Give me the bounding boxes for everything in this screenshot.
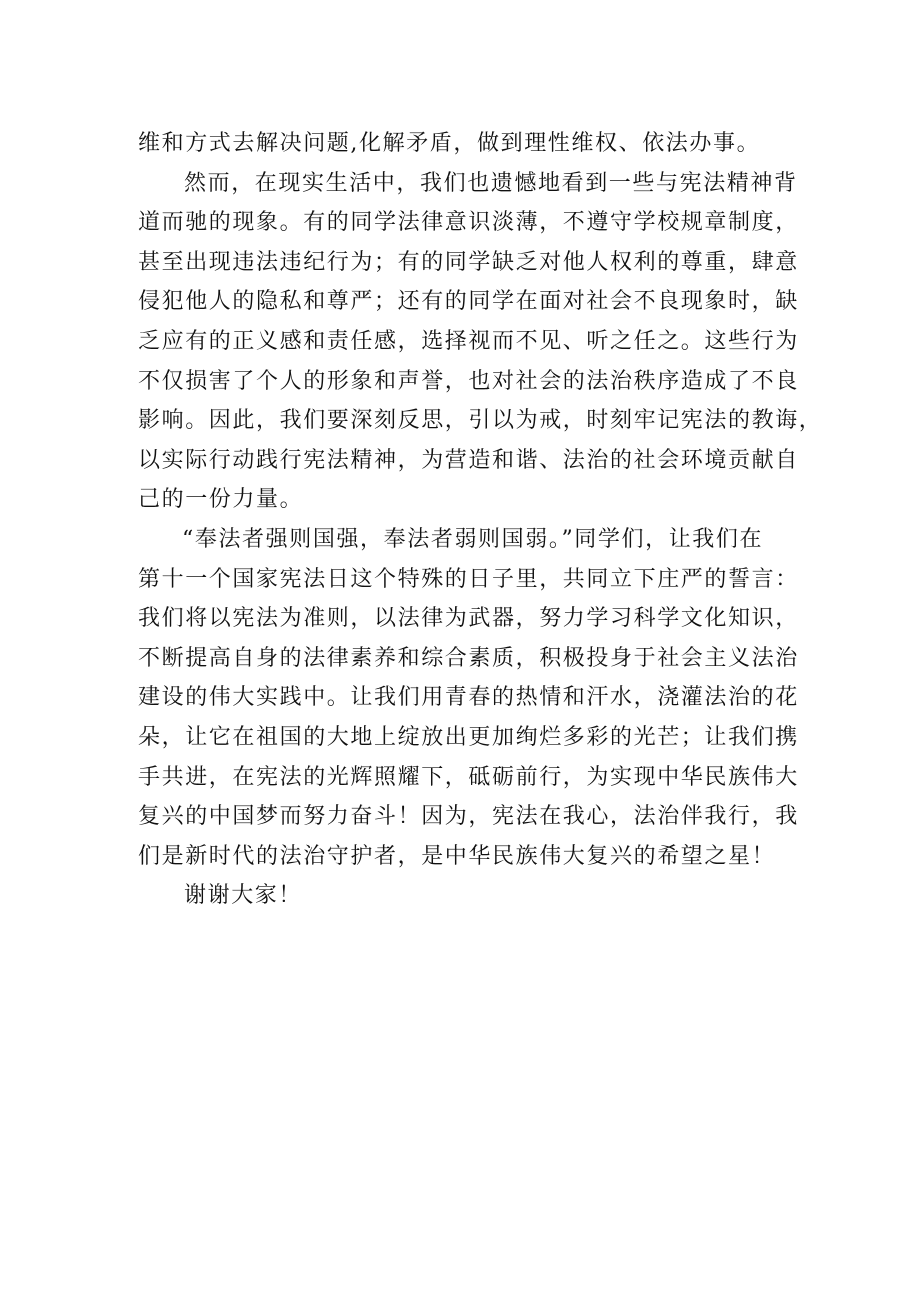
text-line: 不仅损害了个人的形象和声誉，也对社会的法治秩序造成了不良	[138, 368, 799, 394]
text-line: 第十一个国家宪法日这个特殊的日子里，共同立下庄严的誓言：	[138, 566, 799, 592]
text-line: 以实际行动践行宪法精神，为营造和谐、法治的社会环境贡献自	[138, 447, 799, 473]
closing-line: 谢谢大家！	[184, 883, 303, 909]
text-line: 们是新时代的法治守护者，是中华民族伟大复兴的希望之星！	[138, 843, 776, 869]
text-line: 道而驰的现象。有的同学法律意识淡薄，不遵守学校规章制度，	[138, 210, 799, 236]
text-line: 影响。因此，我们要深刻反思，引以为戒，时刻牢记宪法的教诲，	[138, 408, 823, 434]
text-line: 不断提高自身的法律素养和综合素质，积极投身于社会主义法治	[138, 645, 799, 671]
paragraph-first-line: 然而，在现实生活中，我们也遗憾地看到一些与宪法精神背	[184, 170, 798, 196]
text-line: 复兴的中国梦而努力奋斗！因为，宪法在我心，法治伴我行，我	[138, 804, 799, 830]
paragraph-first-line: “奉法者强则国强，奉法者弱则国弱。”同学们，让我们在	[182, 526, 764, 552]
text-line: 朵，让它在祖国的大地上绽放出更加绚烂多彩的光芒；让我们携	[138, 724, 799, 750]
text-line: 己的一份力量。	[138, 487, 304, 513]
text-line: 手共进，在宪法的光辉照耀下，砥砺前行，为实现中华民族伟大	[138, 764, 799, 790]
text-line: 甚至出现违法违纪行为；有的同学缺乏对他人权利的尊重，肆意	[138, 249, 799, 275]
text-line: 乏应有的正义感和责任感，选择视而不见、听之任之。这些行为	[138, 328, 799, 354]
text-line: 我们将以宪法为准则，以法律为武器，努力学习科学文化知识，	[138, 606, 799, 632]
text-line: 建设的伟大实践中。让我们用青春的热情和汗水，浇灌法治的花	[138, 685, 799, 711]
text-line: 维和方式去解决问题,化解矛盾，做到理性维权、依法办事。	[138, 131, 761, 156]
document-body	[138, 124, 823, 916]
text-line: 侵犯他人的隐私和尊严；还有的同学在面对社会不良现象时，缺	[138, 289, 799, 315]
